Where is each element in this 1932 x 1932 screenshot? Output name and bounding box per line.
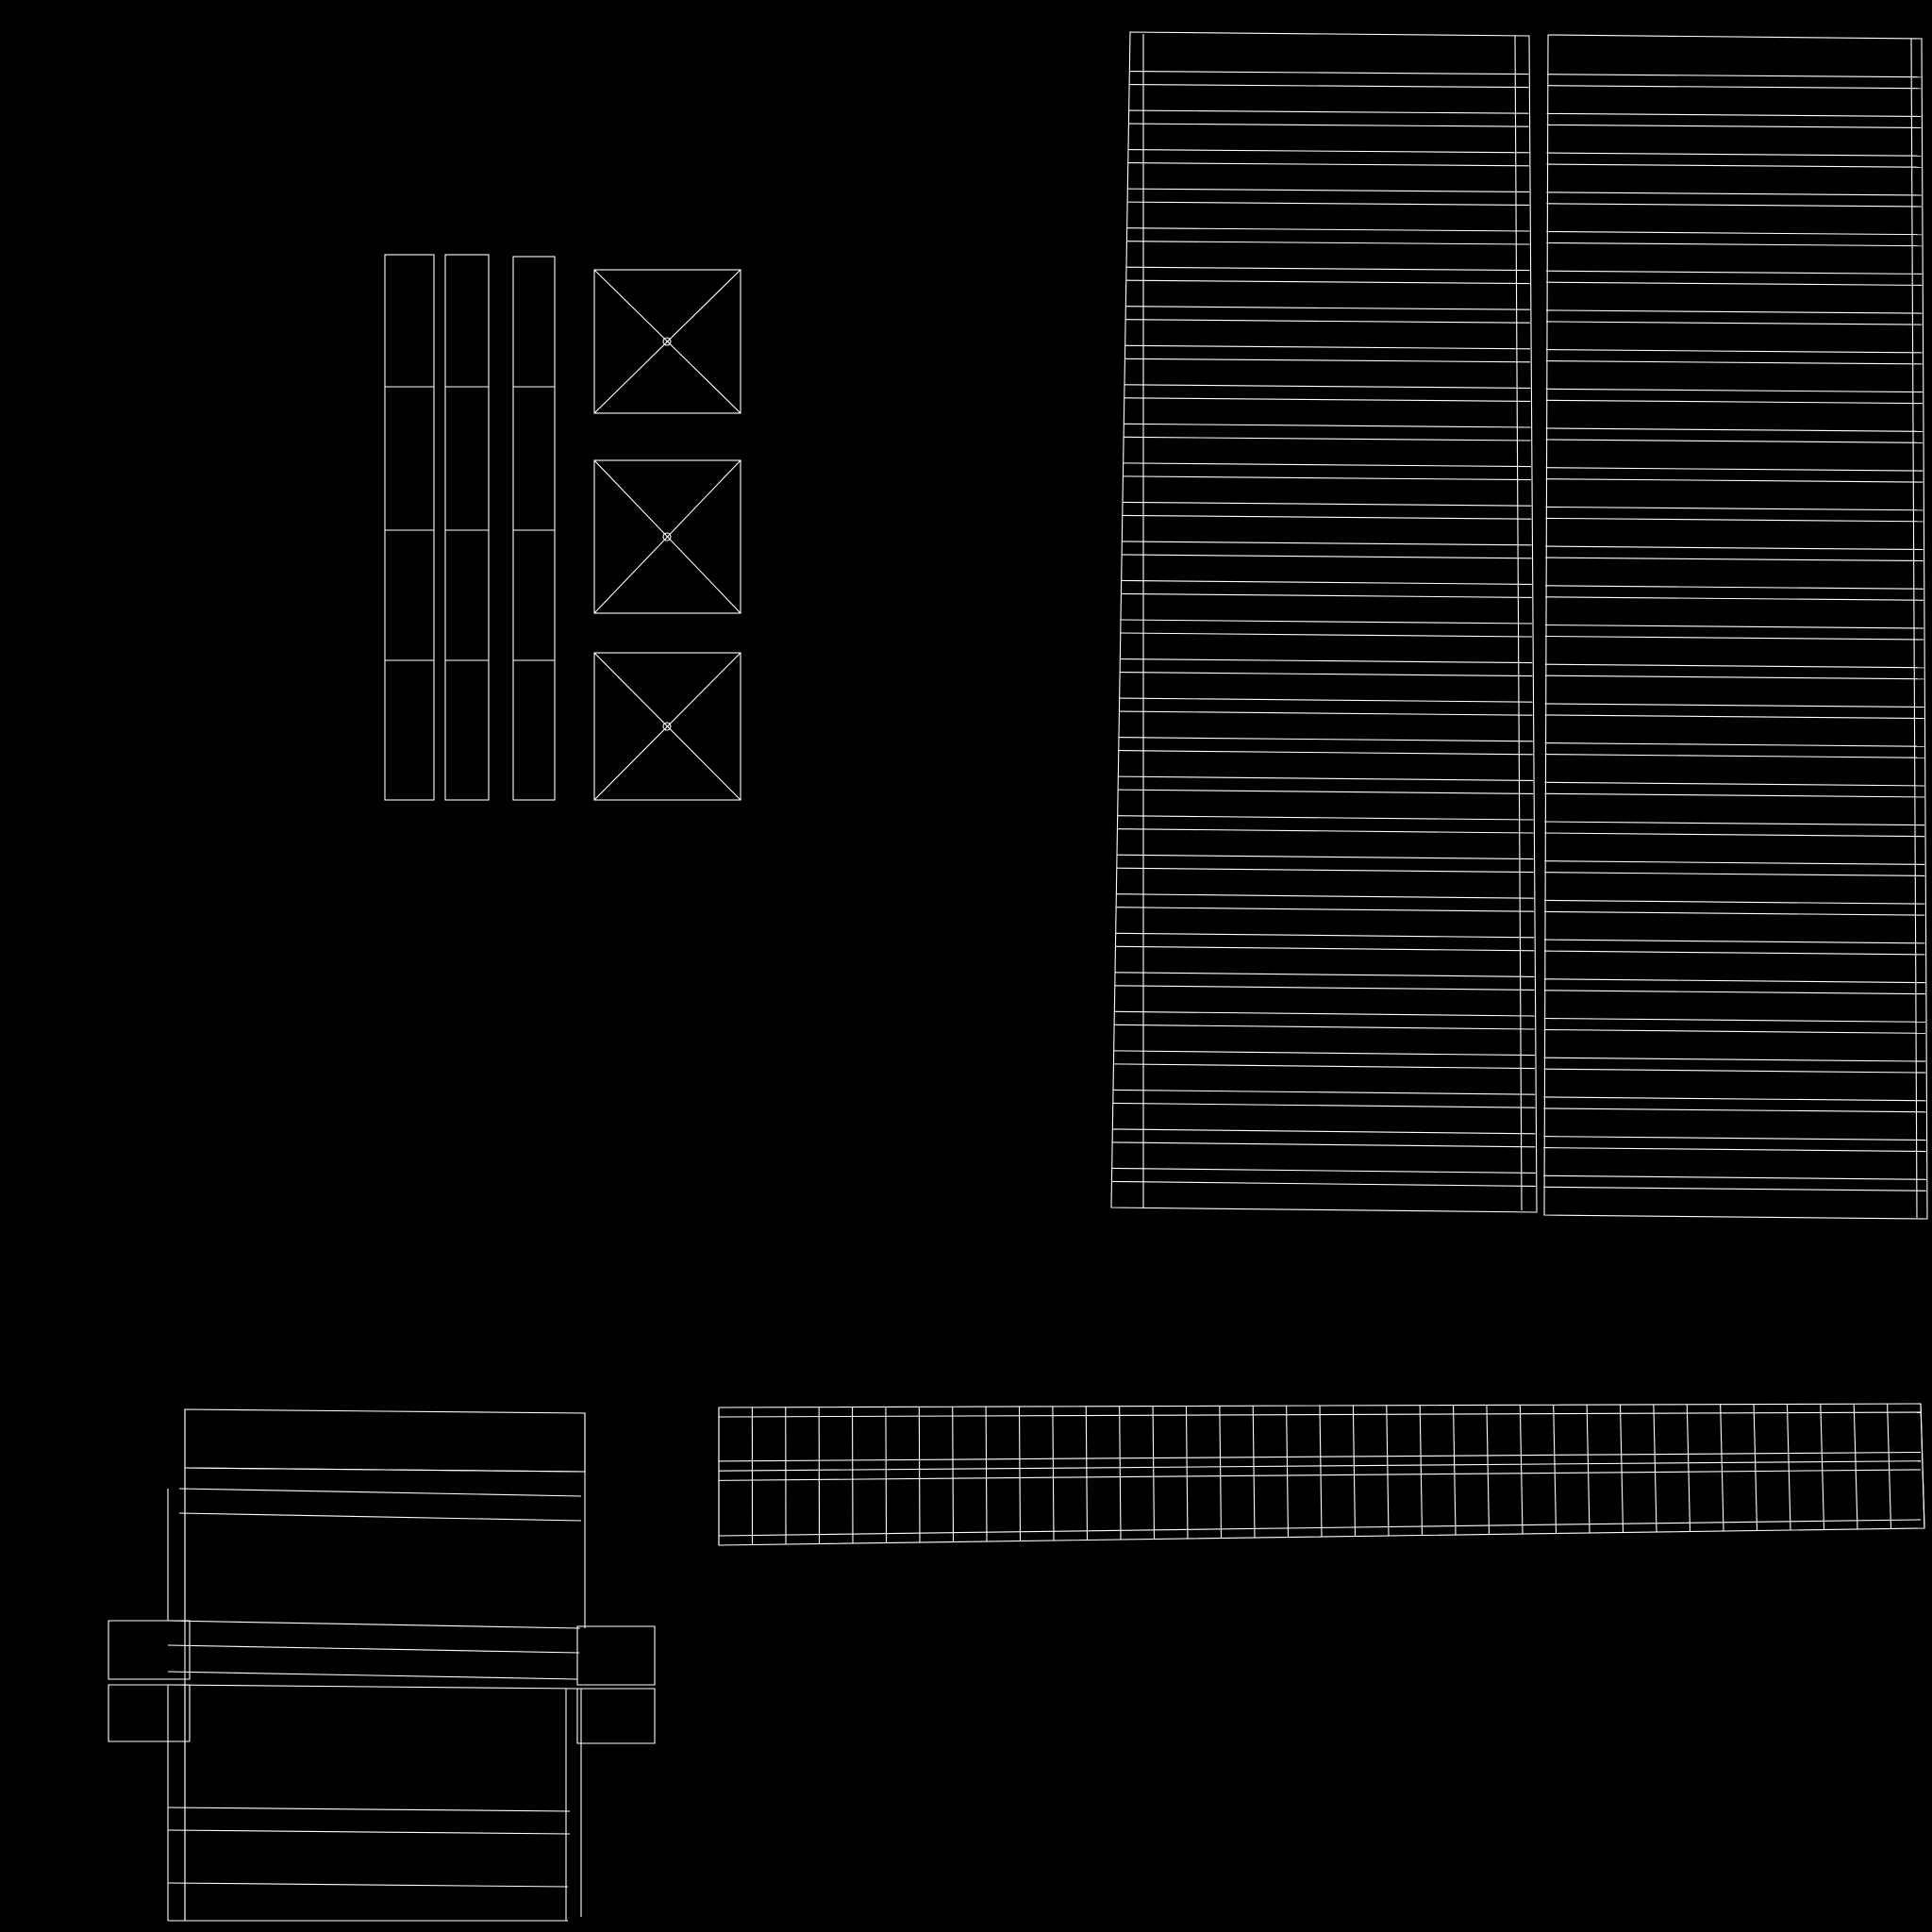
ladder-rail-inner <box>1545 637 1924 641</box>
ladder-rail-inner <box>1127 202 1529 205</box>
ladder-rail-inner <box>1547 125 1922 127</box>
ladder-rail <box>1114 1011 1534 1016</box>
ladder-rail <box>1546 232 1922 235</box>
ladder-rail <box>1114 1051 1535 1056</box>
lattice-divider-major <box>986 1407 987 1541</box>
ladder-rail-inner <box>1129 85 1528 88</box>
ladder-rail-inner <box>1122 555 1531 558</box>
ladder-rail-inner <box>1115 986 1534 991</box>
ladder-rail-inner <box>1544 793 1924 797</box>
lattice-divider-major <box>1854 1404 1857 1529</box>
ladder-rail-inner <box>1545 518 1923 521</box>
ladder-rail <box>1122 580 1532 584</box>
ladder-rail <box>1546 350 1923 353</box>
strip-3 <box>513 257 555 800</box>
ladder-rail-inner <box>1129 124 1529 126</box>
lattice-divider-major <box>1454 1406 1456 1535</box>
ladder-rail-inner <box>1545 558 1923 560</box>
ladder-rail <box>1543 1097 1925 1101</box>
ladder-rail <box>1546 389 1923 391</box>
ladder-rail-inner <box>1544 1069 1926 1073</box>
view-dual-column-ladder-grid <box>1111 32 1927 1219</box>
ladder-rail-inner <box>1119 751 1533 755</box>
ladder-rail <box>1112 1129 1535 1134</box>
strip-1 <box>385 255 434 800</box>
ladder-rail-inner <box>1125 320 1530 323</box>
ladder-rail <box>1127 228 1530 231</box>
lattice-rule-h <box>719 1461 1921 1471</box>
ladder-rail <box>1545 704 1924 708</box>
ladder-rail <box>1128 150 1529 153</box>
ladder-rail <box>1546 271 1922 274</box>
lattice-divider-minor <box>1353 1406 1355 1537</box>
lattice-divider-major <box>1787 1404 1790 1530</box>
ladder-rail-inner <box>1544 991 1925 994</box>
ladder-rail-inner <box>1545 715 1924 719</box>
ladder-rail <box>1127 189 1529 192</box>
ladder-rail <box>1544 1058 1926 1061</box>
ladder-rail <box>1125 345 1530 349</box>
ladder-rail-inner <box>1544 873 1924 876</box>
ladder-rail-inner <box>1116 908 1534 911</box>
lattice-divider-major <box>1253 1406 1255 1538</box>
ladder-rail-inner <box>1123 515 1531 519</box>
view-section-block-assembly <box>108 1409 655 1921</box>
ladder-rail <box>1122 541 1531 545</box>
ladder-rail-inner <box>1118 790 1533 793</box>
ladder-rail-inner <box>1122 593 1532 597</box>
ladder-rail <box>1121 620 1532 624</box>
ladder-rail <box>1544 861 1924 865</box>
ladder-rail <box>1545 625 1924 629</box>
ladder-rail-inner <box>1543 1108 1925 1112</box>
ladder-rail <box>1124 424 1530 427</box>
view-elevation-strips-and-panels <box>385 255 741 800</box>
ladder-rail <box>1123 502 1531 506</box>
ladder-rail-inner <box>1127 242 1530 244</box>
ladder-rail-inner <box>1545 675 1924 679</box>
lattice-divider-minor <box>1821 1404 1824 1529</box>
ladder-rail-inner <box>1126 280 1530 283</box>
ladder-rail <box>1129 110 1529 113</box>
ladder-rail <box>1544 940 1925 943</box>
ladder-rail-inner <box>1124 398 1530 402</box>
panel-2 <box>594 460 741 613</box>
ladder-rail-inner <box>1544 1030 1925 1034</box>
ladder-rail <box>1544 822 1924 825</box>
ladder-rail <box>1118 776 1533 780</box>
view-horizontal-lattice-band <box>719 1404 1924 1545</box>
ladder-rail <box>1544 782 1924 786</box>
ladder-rail <box>1117 855 1534 858</box>
ladder-rail <box>1119 738 1533 741</box>
ladder-rail-inner <box>1547 164 1922 167</box>
ladder-rail-inner <box>1117 868 1534 872</box>
ladder-rail-inner <box>1112 1181 1536 1186</box>
ladder-rail <box>1547 75 1921 77</box>
ladder-rail <box>1124 463 1531 467</box>
ladder-rail <box>1545 586 1924 589</box>
ladder-rail <box>1547 153 1922 156</box>
ladder-rail <box>1115 973 1534 977</box>
ladder-rail-inner <box>1124 437 1530 441</box>
ladder-rail <box>1112 1168 1536 1173</box>
panel-1 <box>594 270 741 413</box>
lattice-divider-minor <box>1487 1405 1490 1534</box>
ladder-rail-inner <box>1125 358 1530 362</box>
ladder-rail-inner <box>1118 829 1534 833</box>
lattice-divider-minor <box>1554 1405 1557 1533</box>
ladder-rail-inner <box>1546 322 1922 325</box>
ladder-rail-inner <box>1544 951 1925 955</box>
lattice-divider-minor <box>1153 1407 1154 1540</box>
lattice-divider-minor <box>1086 1407 1087 1541</box>
lattice-divider-minor <box>886 1407 887 1542</box>
ladder-rail <box>1545 743 1924 747</box>
lattice-rule-h <box>719 1452 1921 1460</box>
ladder-rail <box>1118 816 1534 820</box>
ladder-rail <box>1113 1090 1535 1094</box>
lattice-divider-minor <box>1687 1405 1690 1532</box>
ladder-rail <box>1547 113 1922 116</box>
ladder-rail <box>1120 698 1533 702</box>
ladder-rail <box>1125 307 1530 309</box>
ladder-rail-inner <box>1120 711 1533 715</box>
ladder-rail <box>1116 894 1534 898</box>
lattice-divider-major <box>1654 1405 1657 1532</box>
strip-2 <box>445 255 489 800</box>
lattice-divider-minor <box>1754 1405 1757 1531</box>
ladder-rail <box>1545 507 1923 509</box>
ladder-rail-inner <box>1546 440 1923 442</box>
lattice-divider-major <box>919 1407 920 1542</box>
lattice-cell-dividers <box>719 1404 1924 1545</box>
ladder-rail-inner <box>1546 361 1923 364</box>
lattice-divider-major <box>1520 1405 1523 1534</box>
ladder-rail-inner <box>1546 479 1924 482</box>
ladder-rail-inner <box>1113 1103 1535 1108</box>
ladder-rail-inner <box>1546 204 1921 207</box>
ladder-rail <box>1546 428 1923 431</box>
lattice-divider-minor <box>1287 1406 1289 1537</box>
ladder-rail-inner <box>1544 911 1924 915</box>
ladder-rail-inner <box>1124 476 1531 480</box>
lattice-divider-minor <box>1020 1407 1021 1541</box>
ladder-rail <box>1544 1019 1925 1023</box>
ladder-rail <box>1544 979 1925 983</box>
ladder-rail <box>1124 385 1530 389</box>
ladder-rail <box>1544 900 1924 904</box>
ladder-rail-inner <box>1543 1148 1925 1152</box>
lattice-rule-h <box>719 1520 1921 1536</box>
lattice-divider-minor <box>1420 1406 1422 1536</box>
ladder-rail <box>1545 546 1923 549</box>
lattice-divider-major <box>1587 1405 1590 1533</box>
ladder-rail <box>1129 72 1528 75</box>
ladder-rail-inner <box>1545 755 1924 758</box>
lattice-divider-minor <box>1888 1404 1891 1528</box>
ladder-rail-inner <box>1546 243 1922 246</box>
ladder-rail <box>1546 192 1921 195</box>
ladder-rail <box>1126 267 1530 270</box>
ladder-rail <box>1116 933 1534 938</box>
ladder-rail <box>1546 310 1922 313</box>
ladder-rail-inner <box>1112 1142 1535 1147</box>
lattice-divider-minor <box>953 1407 954 1541</box>
panel-3 <box>594 653 741 800</box>
lattice-divider-major <box>1320 1406 1322 1537</box>
lattice-divider-minor <box>1621 1405 1624 1533</box>
lattice-divider-major <box>1921 1404 1924 1528</box>
lattice-divider-minor <box>1220 1406 1222 1538</box>
ladder-rail <box>1543 1175 1926 1179</box>
ladder-rail <box>1120 659 1532 663</box>
ladder-rail-inner <box>1128 163 1529 166</box>
ladder-rail-inner <box>1543 1187 1926 1191</box>
ladder-rail <box>1546 468 1924 471</box>
lattice-divider-major <box>1186 1406 1188 1539</box>
ladder-rail-inner <box>1546 400 1923 403</box>
ladder-rail <box>1545 664 1924 668</box>
ladder-rail-inner <box>1114 1024 1534 1029</box>
ladder-rail-inner <box>1547 86 1921 89</box>
ladder-rail-inner <box>1545 597 1924 600</box>
ladder-rail-inner <box>1114 1064 1535 1069</box>
ladder-rails-right <box>1543 75 1926 1191</box>
ladder-rail-inner <box>1544 833 1924 837</box>
lattice-rule-h <box>719 1470 1921 1480</box>
lattice-divider-major <box>1053 1407 1054 1541</box>
ladder-rail <box>1543 1137 1925 1141</box>
ladder-rail-inner <box>1116 946 1534 951</box>
ladder-rail-inner <box>1120 673 1532 676</box>
ladder-rails-left <box>1112 72 1536 1187</box>
ladder-rail-inner <box>1546 282 1922 285</box>
lattice-divider-major <box>1721 1405 1724 1531</box>
lattice-divider-major <box>1387 1406 1389 1536</box>
ladder-rail-inner <box>1121 633 1532 637</box>
lattice-divider-major <box>1120 1407 1121 1540</box>
